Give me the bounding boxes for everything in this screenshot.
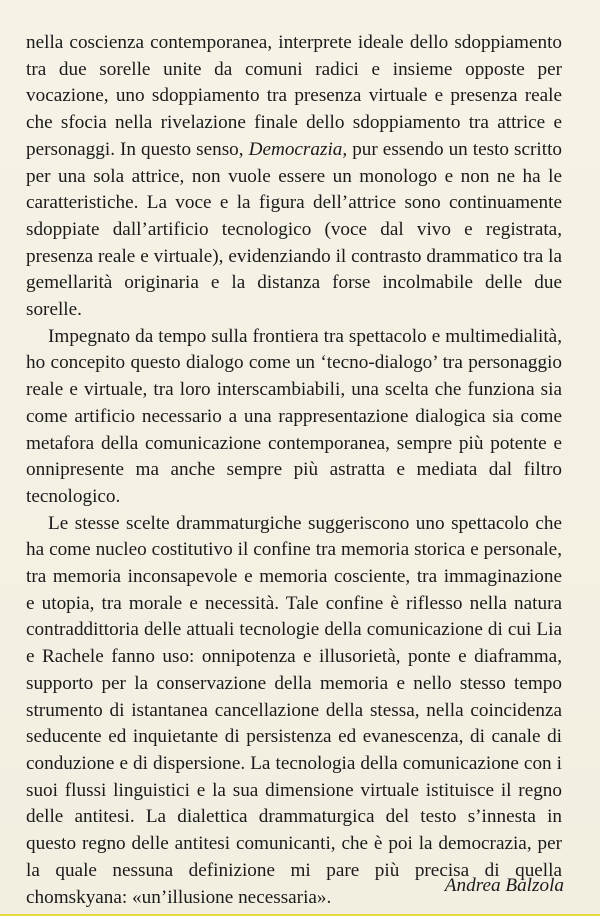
paragraph-2: Impegnato da tempo sulla frontiera tra spettacolo e multimedialità, ho concepito questo dialogo come un ‘tecno-dialogo’ tra personaggio reale e virtuale, tra loro interscambiabili, una scelta che funziona sia come artificio necessario a una rappresentazione dialogica sia come metafora della comunicazione contemporanea, sempre più potente e onnipresente ma anche sempre più astratta e mediata dal filtro tecnologico.: [26, 325, 562, 507]
paragraph-1-text-a: nella coscienza contemporanea, interprete ideale dello sdoppiamento tra due sorelle unite da comuni radici e insieme opposte per vocazione, uno sdoppiamento tra presenza virtuale e presenza reale che sfocia nella rivelazione finale dello sdoppiamento tra attrice e personaggi. In questo senso,: [26, 32, 562, 160]
author-signature: Andrea Balzola: [444, 875, 564, 896]
paragraph-1: [26, 30, 562, 324]
title-democrazia: Democrazia,: [248, 138, 348, 160]
paragraph-1-text-b: pur essendo un testo scritto per una sola attrice, non vuole essere un monologo e non ne ha le caratteristiche. La voce e la figura dell’attrice sono continuamente sdoppiate dall’artificio tecnologico (voce dal vivo e registrata, presenza reale e virtuale), evidenziando il contrasto drammatico tra la gemellarità originaria e la distanza forse incolmabile delle due sorelle.: [26, 138, 563, 321]
paragraph-3: Le stesse scelte drammaturgiche suggeriscono uno spettacolo che ha come nucleo costitutivo il confine tra memoria storica e personale, tra memoria inconsapevole e memoria cosciente, tra immaginazione e utopia, tra morale e necessità. Tale confine è riflesso nella natura contraddittoria delle attuali tecnologie della comunicazione di cui Lia e Rachele fanno uso: onnipotenza e illusorietà, ponte e diaframma, supporto per la conservazione della memoria e nello stesso tempo strumento di istantanea cancellazione della stessa, nella coincidenza seducente ed inquietante di persistenza ed evanescenza, di canale di conduzione e di dispersione. La tecnologia della comunicazione con i suoi flussi linguistici e la sua dimensione virtuale istituisce il regno delle antitesi. La dialettica drammaturgica del testo s’innesta in questo regno delle antitesi comunicanti, che è poi la democrazia, per la quale nessuna definizione mi pare più precisa di quella chomskyana: «un’illusione necessaria».: [26, 512, 562, 908]
body-text: [26, 30, 562, 911]
